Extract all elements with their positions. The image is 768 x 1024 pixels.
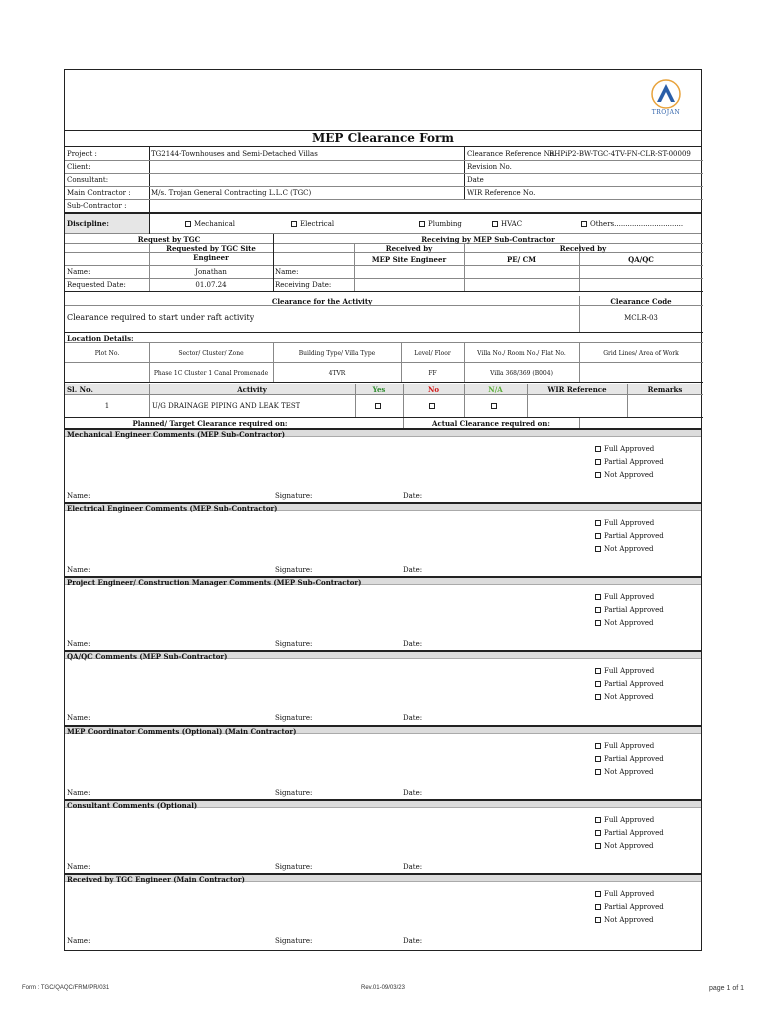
checkbox-icon[interactable]: [581, 221, 587, 227]
location-header-level: Level/ Floor: [414, 350, 451, 357]
receiving-date-label: Receiving Date:: [275, 281, 332, 289]
checkbox-icon[interactable]: [595, 681, 601, 687]
date-sign-label: Date:: [403, 566, 423, 574]
location-level-value: FF: [428, 370, 437, 377]
checkbox-icon[interactable]: [595, 459, 601, 465]
approval-options: [595, 740, 664, 779]
approval-option[interactable]: Partial Approved: [595, 530, 664, 543]
name-sign-label: Name:: [67, 863, 91, 871]
date-sign-label: Date:: [403, 863, 423, 871]
section-title: QA/QC Comments (MEP Sub-Contractor): [65, 650, 701, 659]
location-building-value: 4TVR: [328, 370, 346, 377]
clearance-activity-header: Clearance for the Activity: [271, 297, 373, 306]
checkbox-icon[interactable]: [595, 546, 601, 552]
footer-form-no: Form : TGC/QAQC/FRM/PR/031: [22, 985, 110, 991]
approval-options: [595, 814, 664, 853]
approval-option[interactable]: Not Approved: [595, 543, 664, 556]
row-no-checkbox[interactable]: [403, 402, 464, 410]
signature-sign-label: Signature:: [275, 789, 313, 797]
actual-label: Actual Clearance required on:: [432, 419, 550, 428]
activity-header: Activity: [237, 385, 267, 394]
project-value: TG2144-Townhouses and Semi-Detached Villas: [151, 150, 318, 158]
clearance-code-header: Clearance Code: [610, 297, 672, 306]
checkbox-icon[interactable]: [595, 694, 601, 700]
remarks-header: Remarks: [647, 385, 683, 394]
project-label: Project :: [67, 150, 97, 158]
section-title: Consultant Comments (Optional): [65, 799, 701, 808]
clearance-ref-value: RHPiP2-BW-TGC-4TV-FN-CLR-ST-00009: [549, 150, 691, 158]
name-sign-label: Name:: [67, 714, 91, 722]
approval-options: [595, 517, 664, 556]
location-villa-value: Villa 368/369 (B004): [490, 370, 553, 377]
discipline-row: [65, 212, 701, 234]
name-sign-label: Name:: [67, 566, 91, 574]
checkbox-icon[interactable]: [491, 403, 497, 409]
client-label: Client:: [67, 163, 91, 171]
na-header: N/A: [488, 385, 503, 394]
sl-no-header: Sl. No.: [67, 385, 93, 394]
name-sign-label: Name:: [67, 640, 91, 648]
location-header-villa: Villa No./ Room No./ Flat No.: [477, 350, 566, 357]
approval-option[interactable]: Partial Approved: [595, 678, 664, 691]
approval-options: [595, 888, 664, 927]
section-title: Received by TGC Engineer (Main Contractor): [65, 873, 701, 882]
approval-options: [595, 591, 664, 630]
checkbox-icon[interactable]: [595, 830, 601, 836]
location-details: [65, 333, 701, 386]
signature-sign-label: Signature:: [275, 566, 313, 574]
signature-sign-label: Signature:: [275, 492, 313, 500]
name-sign-label: Name:: [67, 492, 91, 500]
wir-reference-header: WIR Reference: [547, 385, 607, 394]
checkbox-icon[interactable]: [492, 221, 498, 227]
location-sector-value: Phase 1C Cluster 1 Canal Promenade: [153, 370, 269, 377]
location-header-grid: Grid Lines/ Area of Work: [603, 350, 679, 357]
row-yes-checkbox[interactable]: [355, 402, 403, 410]
logo-emblem-icon: [641, 76, 691, 126]
date-sign-label: Date:: [403, 492, 423, 500]
qa-qc: QA/QC: [628, 255, 654, 264]
form-title: MEP Clearance Form: [65, 130, 701, 147]
approval-options: [595, 443, 664, 482]
clearance-code-value: MCLR-03: [624, 314, 658, 322]
consultant-label: Consultant:: [67, 176, 109, 184]
checkbox-icon[interactable]: [595, 446, 601, 452]
wir-label: WIR Reference No.: [467, 189, 536, 197]
approval-option[interactable]: Partial Approved: [595, 753, 664, 766]
planned-label: Planned/ Target Clearance required on:: [132, 419, 288, 428]
signature-sign-label: Signature:: [275, 863, 313, 871]
sub-contractor-label: Sub-Contractor :: [67, 202, 127, 210]
signature-sign-label: Signature:: [275, 640, 313, 648]
approval-option[interactable]: Full Approved: [595, 665, 664, 678]
section-title: MEP Coordinator Comments (Optional) (Main Contractor): [65, 725, 701, 734]
main-contractor-value: M/s. Trojan General Contracting L.L.C (TGC): [151, 189, 312, 197]
no-header: No: [427, 385, 440, 394]
discipline-plumbing[interactable]: Plumbing: [419, 220, 467, 228]
logo-text: TROJAN: [651, 109, 681, 116]
approval-option[interactable]: Not Approved: [595, 840, 664, 853]
checkbox-icon[interactable]: [595, 817, 601, 823]
revision-label: Revision No.: [467, 163, 512, 171]
checkbox-icon[interactable]: [291, 221, 297, 227]
checkbox-icon[interactable]: [595, 904, 601, 910]
approval-option[interactable]: Partial Approved: [595, 827, 664, 840]
planned-actual-row: [65, 418, 701, 428]
name-value: Jonathan: [195, 268, 227, 276]
approval-option[interactable]: Full Approved: [595, 517, 664, 530]
location-header-sector: Sector/ Cluster/ Zone: [178, 350, 244, 357]
checkbox-icon[interactable]: [595, 743, 601, 749]
mep-site-engineer: MEP Site Engineer: [371, 255, 447, 264]
discipline-hvac[interactable]: HVAC: [492, 220, 522, 228]
section-title: Project Engineer/ Construction Manager Comments (MEP Sub-Contractor): [65, 576, 701, 585]
checkbox-icon[interactable]: [595, 843, 601, 849]
receiving-by-mep: Receiving by MEP Sub-Contractor: [421, 235, 555, 244]
clearance-activity-text: Clearance required to start under raft activity: [67, 313, 255, 322]
row-sl: 1: [104, 402, 110, 410]
approval-option[interactable]: Full Approved: [595, 591, 664, 604]
signature-sign-label: Signature:: [275, 937, 313, 945]
requested-by-site-engineer: Requested by TGC Site Engineer: [166, 244, 256, 262]
approval-option[interactable]: Not Approved: [595, 617, 664, 630]
activity-table: [65, 384, 701, 418]
checkbox-icon[interactable]: [595, 917, 601, 923]
section-title: Electrical Engineer Comments (MEP Sub-Contractor): [65, 502, 701, 511]
row-na-checkbox[interactable]: [464, 402, 527, 410]
approval-option[interactable]: Not Approved: [595, 469, 664, 482]
pe-cm: PE/ CM: [507, 255, 536, 264]
checkbox-icon[interactable]: [595, 756, 601, 762]
checkbox-icon[interactable]: [595, 607, 601, 613]
approval-option[interactable]: Partial Approved: [595, 901, 664, 914]
checkbox-icon[interactable]: [595, 620, 601, 626]
checkbox-icon[interactable]: [375, 403, 381, 409]
date-sign-label: Date:: [403, 640, 423, 648]
footer-page: page 1 of 1: [709, 985, 745, 992]
date-sign-label: Date:: [403, 789, 423, 797]
date-sign-label: Date:: [403, 714, 423, 722]
requested-date-value: 01.07.24: [195, 281, 227, 289]
name-label: Name:: [67, 268, 91, 276]
approval-option[interactable]: Partial Approved: [595, 456, 664, 469]
checkbox-icon[interactable]: [595, 533, 601, 539]
approval-option[interactable]: Not Approved: [595, 691, 664, 704]
yes-header: Yes: [372, 385, 386, 394]
clearance-ref-label: Clearance Reference No.: [467, 150, 557, 158]
approval-option[interactable]: Full Approved: [595, 740, 664, 753]
checkbox-icon[interactable]: [595, 472, 601, 478]
trojan-logo: [641, 76, 691, 126]
approval-option[interactable]: Partial Approved: [595, 604, 664, 617]
mep-clearance-form: [64, 69, 702, 951]
row-activity: U/G DRAINAGE PIPING AND LEAK TEST: [152, 402, 301, 410]
section-title: Mechanical Engineer Comments (MEP Sub-Contractor): [65, 428, 701, 437]
location-label: Location Details:: [67, 334, 134, 343]
checkbox-icon[interactable]: [419, 221, 425, 227]
checkbox-icon[interactable]: [595, 594, 601, 600]
project-info: [65, 147, 701, 212]
checkbox-icon[interactable]: [185, 221, 191, 227]
footer-rev: Rev.01-09/03/23: [361, 985, 405, 991]
checkbox-icon[interactable]: [595, 668, 601, 674]
location-header-building: Building Type/ Villa Type: [298, 350, 376, 357]
checkbox-icon[interactable]: [595, 891, 601, 897]
checkbox-icon[interactable]: [595, 769, 601, 775]
request-by-tgc: Request by TGC: [137, 235, 201, 244]
request-block: [65, 234, 701, 297]
checkbox-icon[interactable]: [429, 403, 435, 409]
date-sign-label: Date:: [403, 937, 423, 945]
approval-option[interactable]: Full Approved: [595, 814, 664, 827]
received-by-2: Received by: [559, 244, 607, 253]
received-by-1: Received by: [385, 244, 433, 253]
main-contractor-label: Main Contractor :: [67, 189, 131, 197]
signature-sign-label: Signature:: [275, 714, 313, 722]
approval-option[interactable]: Not Approved: [595, 914, 664, 927]
form-header: [65, 70, 701, 131]
discipline-mechanical[interactable]: Mechanical: [185, 220, 235, 228]
checkbox-icon[interactable]: [595, 520, 601, 526]
requested-date-label: Requested Date:: [67, 281, 126, 289]
name-label-2: Name:: [275, 268, 299, 276]
date-label: Date: [467, 176, 484, 184]
approval-option[interactable]: Full Approved: [595, 443, 664, 456]
discipline-others[interactable]: Others...............................: [581, 220, 683, 228]
name-sign-label: Name:: [67, 789, 91, 797]
discipline-label: Discipline:: [65, 214, 149, 233]
approval-options: [595, 665, 664, 704]
name-sign-label: Name:: [67, 937, 91, 945]
clearance-activity: [65, 296, 701, 332]
approval-option[interactable]: Full Approved: [595, 888, 664, 901]
location-header-plot: Plot No.: [94, 350, 120, 357]
discipline-electrical[interactable]: Electrical: [291, 220, 334, 228]
approval-option[interactable]: Not Approved: [595, 766, 664, 779]
